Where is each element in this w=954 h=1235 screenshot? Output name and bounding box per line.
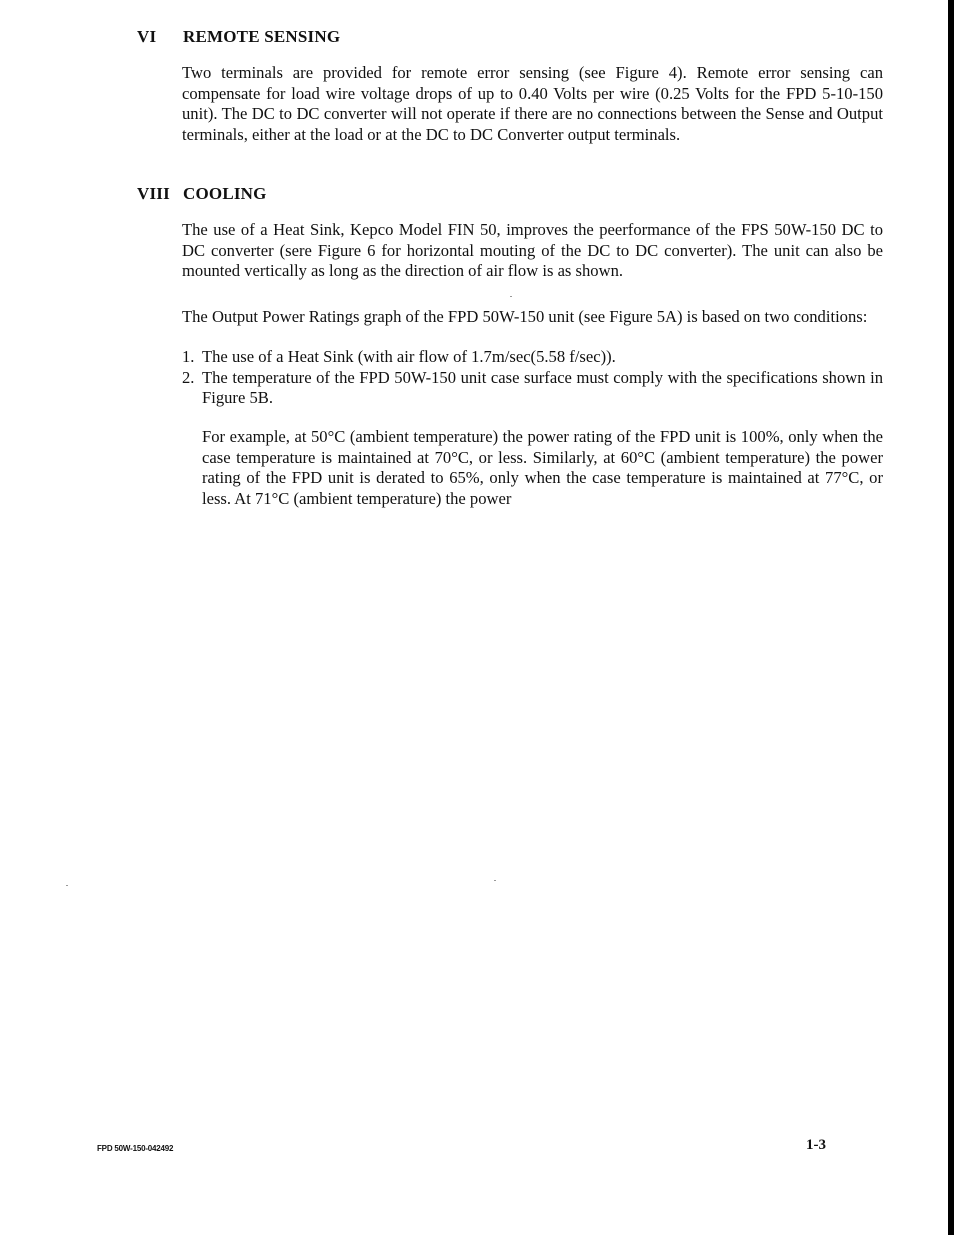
page-number: 1-3 bbox=[806, 1137, 826, 1153]
list-item-text: The use of a Heat Sink (with air flow of 1.7m/sec(5.58 f/sec)). bbox=[202, 347, 616, 366]
list-item bbox=[182, 368, 883, 409]
section-number: VIII bbox=[137, 184, 170, 203]
section-heading-remote-sensing bbox=[137, 27, 340, 47]
scan-speck bbox=[510, 296, 512, 297]
list-marker: 1. bbox=[182, 347, 195, 366]
page-edge-shadow bbox=[948, 0, 954, 1235]
section-title: COOLING bbox=[183, 184, 267, 203]
section-number: VI bbox=[137, 27, 157, 46]
document-id: FPD 50W-150-042492 bbox=[97, 1144, 174, 1153]
scan-speck bbox=[494, 880, 496, 881]
cooling-paragraph-ratings: The Output Power Ratings graph of the FPD 50W-150 unit (see Figure 5A) is based on two conditions: bbox=[182, 307, 868, 326]
scan-speck bbox=[66, 885, 68, 886]
list-marker: 2. bbox=[182, 367, 195, 387]
cooling-paragraph-example: For example, at 50°C (ambient temperature) the power rating of the FPD unit is 100%, only when the case temperature is maintained at 70°C, or less. Similarly, at 60°C (ambient temperature) the power rating of the FPD unit is derated to 65%, only when the case temperature is maintained at 77°C, or less. At 71°C (ambient temperature) the power bbox=[202, 427, 883, 508]
cooling-paragraph-heat-sink: The use of a Heat Sink, Kepco Model FIN 50, improves the peerformance of the FPS 50W-150 DC to DC converter (sere Figure 6 for horizontal mouting of the DC to DC converter). The unit can also be mounted vertically as long as the direction of air flow is as shown. bbox=[182, 220, 883, 280]
section-heading-cooling bbox=[137, 184, 267, 204]
remote-sensing-paragraph: Two terminals are provided for remote error sensing (see Figure 4). Remote error sensing can compensate for load wire voltage drops of up to 0.40 Volts per wire (0.25 Volts for the FPD 5-10-150 unit). The DC to DC converter will not operate if there are no connections between the Sense and Output terminals, either at the load or at the DC to DC Converter output terminals. bbox=[182, 63, 883, 144]
list-item bbox=[182, 347, 883, 368]
section-title: REMOTE SENSING bbox=[183, 27, 341, 46]
conditions-list bbox=[182, 347, 883, 409]
list-item-text: The temperature of the FPD 50W-150 unit case surface must comply with the specifications shown in Figure 5B. bbox=[202, 367, 883, 407]
